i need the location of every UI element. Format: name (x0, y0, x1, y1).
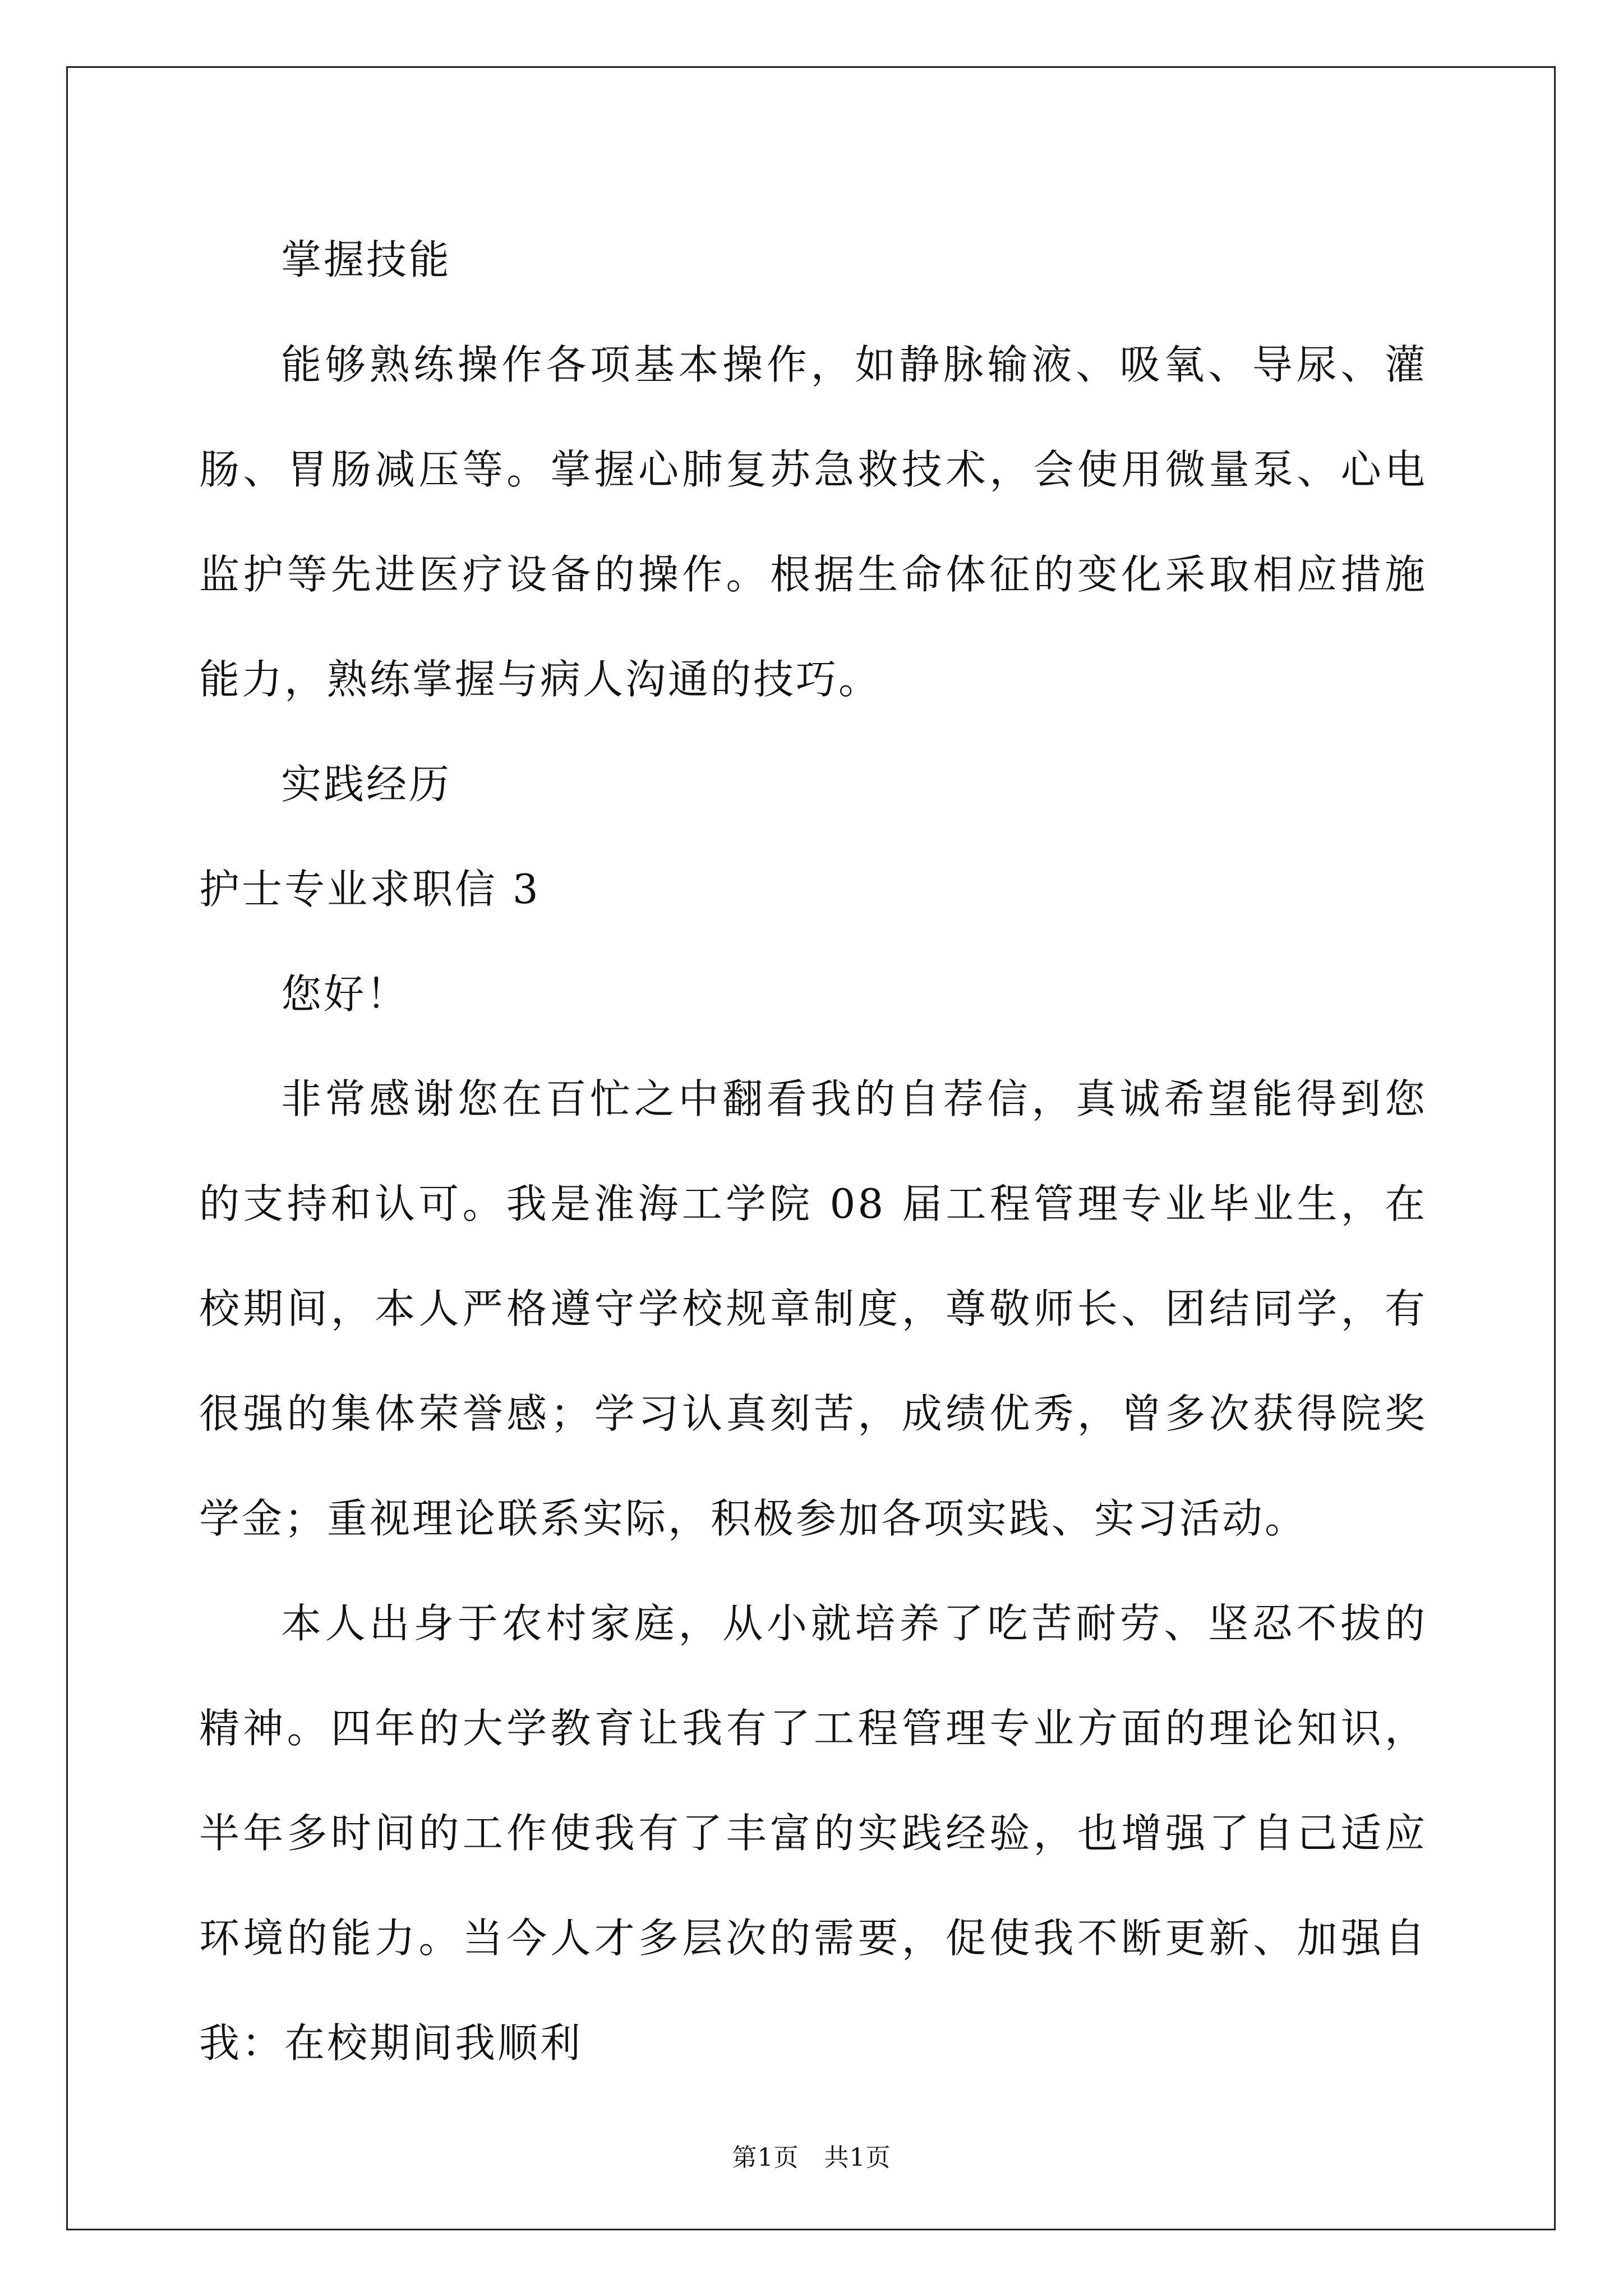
heading-skills: 掌握技能 (281, 236, 452, 283)
letter-title: 护士专业求职信 3 (199, 866, 541, 913)
heading-experience: 实践经历 (281, 761, 452, 808)
paragraph-background: 本人出身于农村家庭，从小就培养了吃苦耐劳、坚忍不拔的精神。四年的大学教育让我有了工程管理专业方面的理论知识，半年多时间的工作使我有了丰富的实践经验，也增强了自己适应环境的能力。当今人才多层次的需要，促使我不断更新、加强自我：在校期间我顺利 (199, 1600, 1427, 2067)
document-body (199, 208, 1427, 2096)
paragraph-skills: 能够熟练操作各项基本操作，如静脉输液、吸氧、导尿、灌肠、胃肠减压等。掌握心肺复苏急救技术，会使用微量泵、心电监护等先进医疗设备的操作。根据生命体征的变化采取相应措施能力，熟练掌握与病人沟通的技巧。 (199, 341, 1427, 703)
paragraph-introduction: 非常感谢您在百忙之中翻看我的自荐信，真诚希望能得到您的支持和认可。我是淮海工学院 08 届工程管理专业毕业生，在校期间，本人严格遵守学校规章制度，尊敬师长、团结同学，有很强的集体荣誉感；学习认真刻苦，成绩优秀，曾多次获得院奖学金；重视理论联系实际，积极参加各项实践、实习活动。 (199, 1075, 1427, 1542)
greeting: 您好！ (281, 970, 409, 1018)
page-footer: 第1页 共1页 (732, 2143, 891, 2172)
